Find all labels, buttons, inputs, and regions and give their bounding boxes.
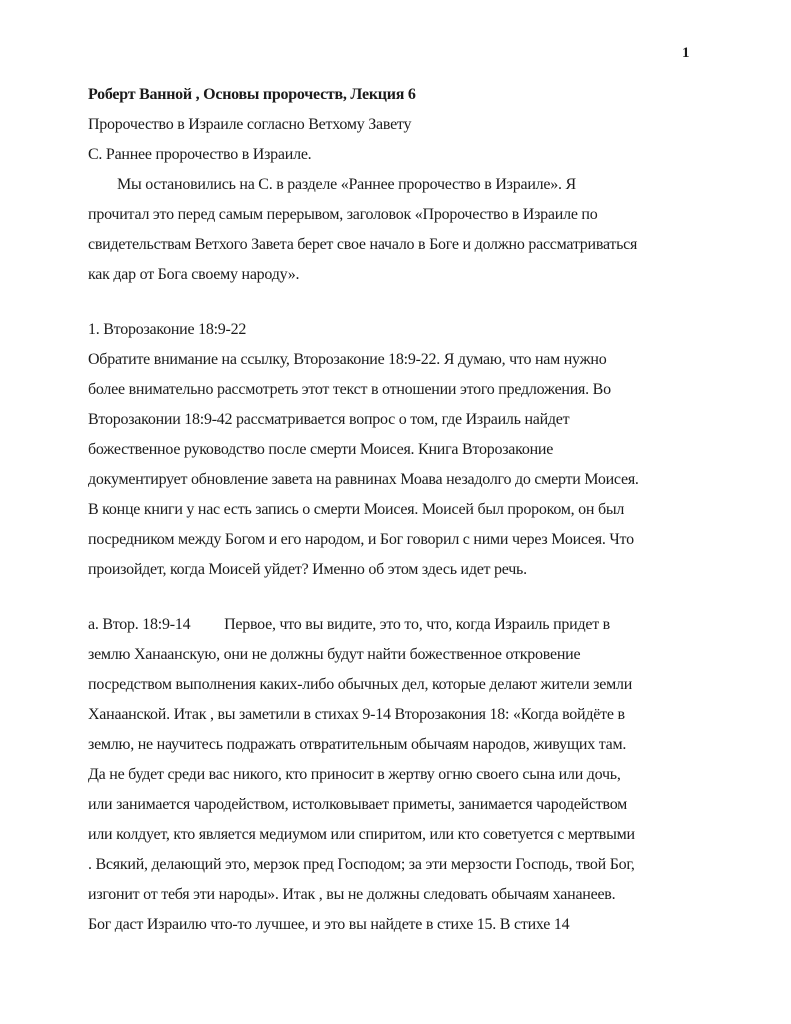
text-line: божественное руководство после смерти Моисея. Книга Второзаконие [88, 441, 554, 458]
text-line: Обратите внимание на ссылку, Второзаконие 18:9-22. Я думаю, что нам нужно [88, 351, 607, 368]
header-line: Пророчество в Израиле согласно Ветхому Завету [88, 116, 412, 133]
text-line: Ханаанской. Итак , вы заметили в стихах 9-14 Второзакония 18: «Когда войдёте в [88, 706, 625, 723]
text-line: В конце книги у нас есть запись о смерти Моисея. Моисей был пророком, он был [88, 501, 625, 518]
text-line: Бог даст Израилю что-то лучшее, и это вы найдете в стихе 15. В стихе 14 [88, 916, 570, 933]
text-line: . Всякий, делающий это, мерзок пред Господом; за эти мерзости Господь, твой Бог, [88, 856, 635, 873]
text-line: как дар от Бога своему народу». [88, 266, 300, 283]
text-line: Мы остановились на С. в разделе «Раннее пророчество в Израиле». Я [117, 176, 576, 193]
text-line: или колдует, кто является медиумом или спиритом, или кто советуется с мертвыми [88, 826, 635, 843]
paragraph-intro [88, 170, 716, 290]
section-heading: 1. Второзаконие 18:9-22 [88, 321, 247, 338]
paragraph-spacer [88, 290, 716, 315]
paragraph-subsection-a [88, 610, 716, 940]
header-line: С. Раннее пророчество в Израиле. [88, 146, 312, 163]
text-line: а. Втор. 18:9-14 Первое, что вы видите, это то, что, когда Израиль придет в [88, 616, 610, 633]
page-number: 1 [682, 45, 690, 61]
paragraph-spacer [88, 585, 716, 610]
text-line: произойдет, когда Моисей уйдет? Именно об этом здесь идет речь. [88, 561, 527, 578]
text-line: землю Ханаанскую, они не должны будут найти божественное откровение [88, 646, 581, 663]
paragraph-deuteronomy [88, 345, 716, 585]
text-line: документирует обновление завета на равнинах Моава незадолго до смерти Моисея. [88, 471, 639, 488]
text-line: или занимается чародейством, истолковывает приметы, занимается чародейством [88, 796, 628, 813]
text-line: Да не будет среди вас никого, кто приносит в жертву огню своего сына или дочь, [88, 766, 621, 783]
text-line: изгонит от тебя эти народы». Итак , вы не должны следовать обычаям хананеев. [88, 886, 616, 903]
text-line: землю, не научитесь подражать отвратительным обычаям народов, живущих там. [88, 736, 627, 753]
text-line: Второзаконии 18:9-42 рассматривается вопрос о том, где Израиль найдет [88, 411, 570, 428]
text-line: свидетельствам Ветхого Завета берет свое начало в Боге и должно рассматриваться [88, 236, 638, 253]
text-line: более внимательно рассмотреть этот текст в отношении этого предложения. Во [88, 381, 611, 398]
text-line: посредством выполнения каких-либо обычных дел, которые делают жители земли [88, 676, 632, 693]
document-title: Роберт Ванной , Основы пророчеств, Лекция 6 [88, 86, 416, 103]
document-body [88, 80, 716, 940]
text-line: посредником между Богом и его народом, и Бог говорил с ними через Моисея. Что [88, 531, 634, 548]
text-line: прочитал это перед самым перерывом, заголовок «Пророчество в Израиле по [88, 206, 598, 223]
